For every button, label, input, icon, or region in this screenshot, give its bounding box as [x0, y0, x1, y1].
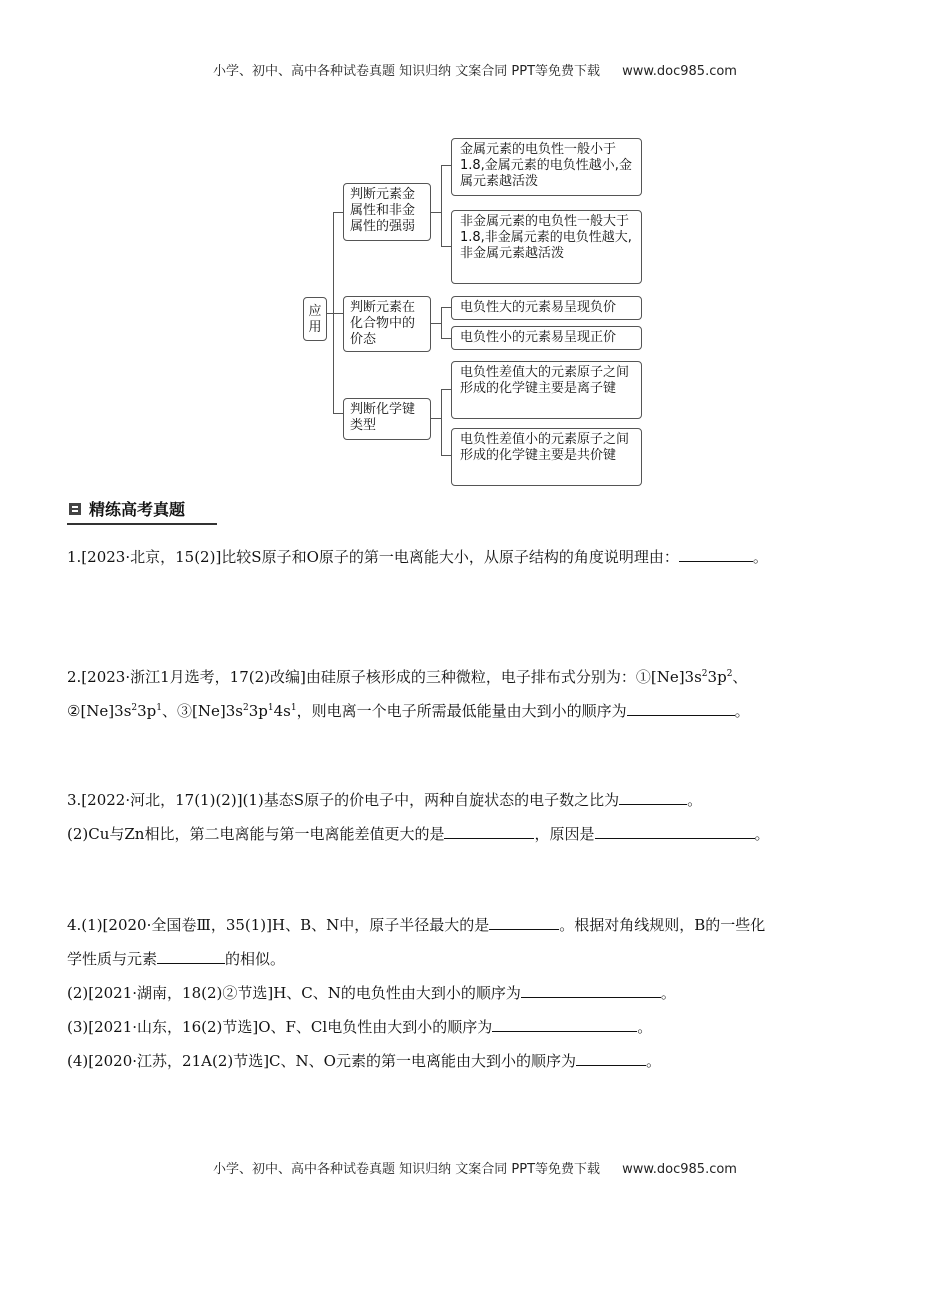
question-4	[67, 908, 882, 1078]
question-text: 。	[660, 984, 676, 1002]
answer-blank[interactable]	[521, 980, 661, 998]
diagram-leaf: 金属元素的电负性一般小于1.8,金属元素的电负性越小,金属元素越活泼	[451, 138, 642, 196]
connector	[441, 338, 451, 339]
connector	[431, 323, 441, 324]
question-text: 、	[732, 668, 748, 686]
connector	[431, 212, 441, 213]
document-icon	[69, 503, 81, 515]
question-text: 3p	[137, 702, 157, 720]
diagram-leaf: 电负性小的元素易呈现正价	[451, 326, 642, 350]
question-text: 2.[2023·浙江1月选考，17(2)改编]由硅原子核形成的三种微粒，电子排布式分别为：①[Ne]3s	[67, 668, 702, 686]
question-text: 4.(1)[2020·全国卷Ⅲ，35(1)]H、B、N中，原子半径最大的是	[67, 916, 490, 934]
footer-url: www.doc985.com	[622, 1162, 737, 1177]
superscript: 2	[242, 703, 249, 713]
section-title: 精练高考真题	[89, 500, 186, 519]
page-footer	[0, 1158, 950, 1177]
answer-blank[interactable]	[627, 698, 735, 716]
diagram-leaf: 非金属元素的电负性一般大于1.8,非金属元素的电负性越大,非金属元素越活泼	[451, 210, 642, 284]
connector	[441, 165, 451, 166]
page-header	[0, 60, 950, 79]
answer-blank[interactable]	[595, 821, 755, 839]
header-url: www.doc985.com	[622, 64, 737, 79]
diagram-leaf: 电负性差值小的元素原子之间形成的化学键主要是共价键	[451, 428, 642, 486]
question-text: (4)[2020·江苏，21A(2)节选]C、N、O元素的第一电离能由大到小的顺序为	[67, 1052, 576, 1070]
answer-blank[interactable]	[444, 821, 534, 839]
question-text: (2)Cu与Zn相比，第二电离能与第一电离能差值更大的是	[67, 825, 445, 843]
superscript: 1	[267, 703, 274, 713]
answer-blank[interactable]	[489, 912, 559, 930]
connector	[333, 212, 334, 413]
question-text: ，原因是	[534, 825, 595, 843]
diagram-category: 判断元素金属性和非金属性的强弱	[343, 183, 431, 241]
question-text: (2)[2021·湖南，18(2)②节选]H、C、N的电负性由大到小的顺序为	[67, 984, 521, 1002]
answer-blank[interactable]	[679, 544, 753, 562]
question-text: 学性质与元素	[67, 950, 158, 968]
question-text: 。	[754, 825, 770, 843]
question-text: 3.[2022·河北，17(1)(2)](1)基态S原子的价电子中，两种自旋状态的电子数之比为	[67, 791, 620, 809]
diagram-category: 判断元素在化合物中的价态	[343, 296, 431, 352]
diagram-category: 判断化学键类型	[343, 398, 431, 440]
question-text: 。	[734, 702, 750, 720]
question-text: ，则电离一个电子所需最低能量由大到小的顺序为	[296, 702, 627, 720]
connector	[441, 307, 451, 308]
question-text: 的相似。	[225, 950, 286, 968]
question-text: 、③[Ne]3s	[162, 702, 243, 720]
connector	[441, 165, 442, 247]
question-1	[67, 540, 882, 574]
header-text: 小学、初中、高中各种试卷真题 知识归纳 文案合同 PPT等免费下载	[213, 64, 601, 79]
superscript: 1	[290, 703, 297, 713]
connector	[327, 313, 344, 314]
question-text: 1.[2023·北京，15(2)]比较S原子和O原子的第一电离能大小，从原子结构的角度说明理由：	[67, 548, 679, 566]
superscript: 2	[701, 669, 708, 679]
connector	[441, 389, 442, 456]
connector	[441, 246, 451, 247]
question-text: 。	[637, 1018, 653, 1036]
diagram-root: 应用	[303, 297, 327, 341]
section-header	[67, 497, 217, 525]
question-text: 3p	[248, 702, 268, 720]
answer-blank[interactable]	[619, 787, 687, 805]
question-text: (3)[2021·山东，16(2)节选]O、F、Cl电负性由大到小的顺序为	[67, 1018, 493, 1036]
connector	[441, 307, 442, 338]
question-text: 。	[645, 1052, 661, 1070]
connector	[441, 455, 451, 456]
answer-blank[interactable]	[576, 1048, 646, 1066]
answer-blank[interactable]	[492, 1014, 637, 1032]
footer-text: 小学、初中、高中各种试卷真题 知识归纳 文案合同 PPT等免费下载	[213, 1162, 601, 1177]
connector	[441, 389, 451, 390]
connector	[431, 418, 441, 419]
question-2	[67, 660, 882, 728]
question-text: 3p	[707, 668, 727, 686]
superscript: 2	[131, 703, 138, 713]
question-text: ②[Ne]3s	[67, 702, 132, 720]
question-text: 。根据对角线规则，B的一些化	[559, 916, 766, 934]
diagram-leaf: 电负性大的元素易呈现负价	[451, 296, 642, 320]
question-text: 4s	[273, 702, 291, 720]
answer-blank[interactable]	[157, 946, 225, 964]
superscript: 1	[156, 703, 163, 713]
question-text: 。	[687, 791, 703, 809]
question-text: 。	[752, 548, 768, 566]
question-3	[67, 783, 882, 851]
superscript: 2	[726, 669, 733, 679]
diagram-leaf: 电负性差值大的元素原子之间形成的化学键主要是离子键	[451, 361, 642, 419]
